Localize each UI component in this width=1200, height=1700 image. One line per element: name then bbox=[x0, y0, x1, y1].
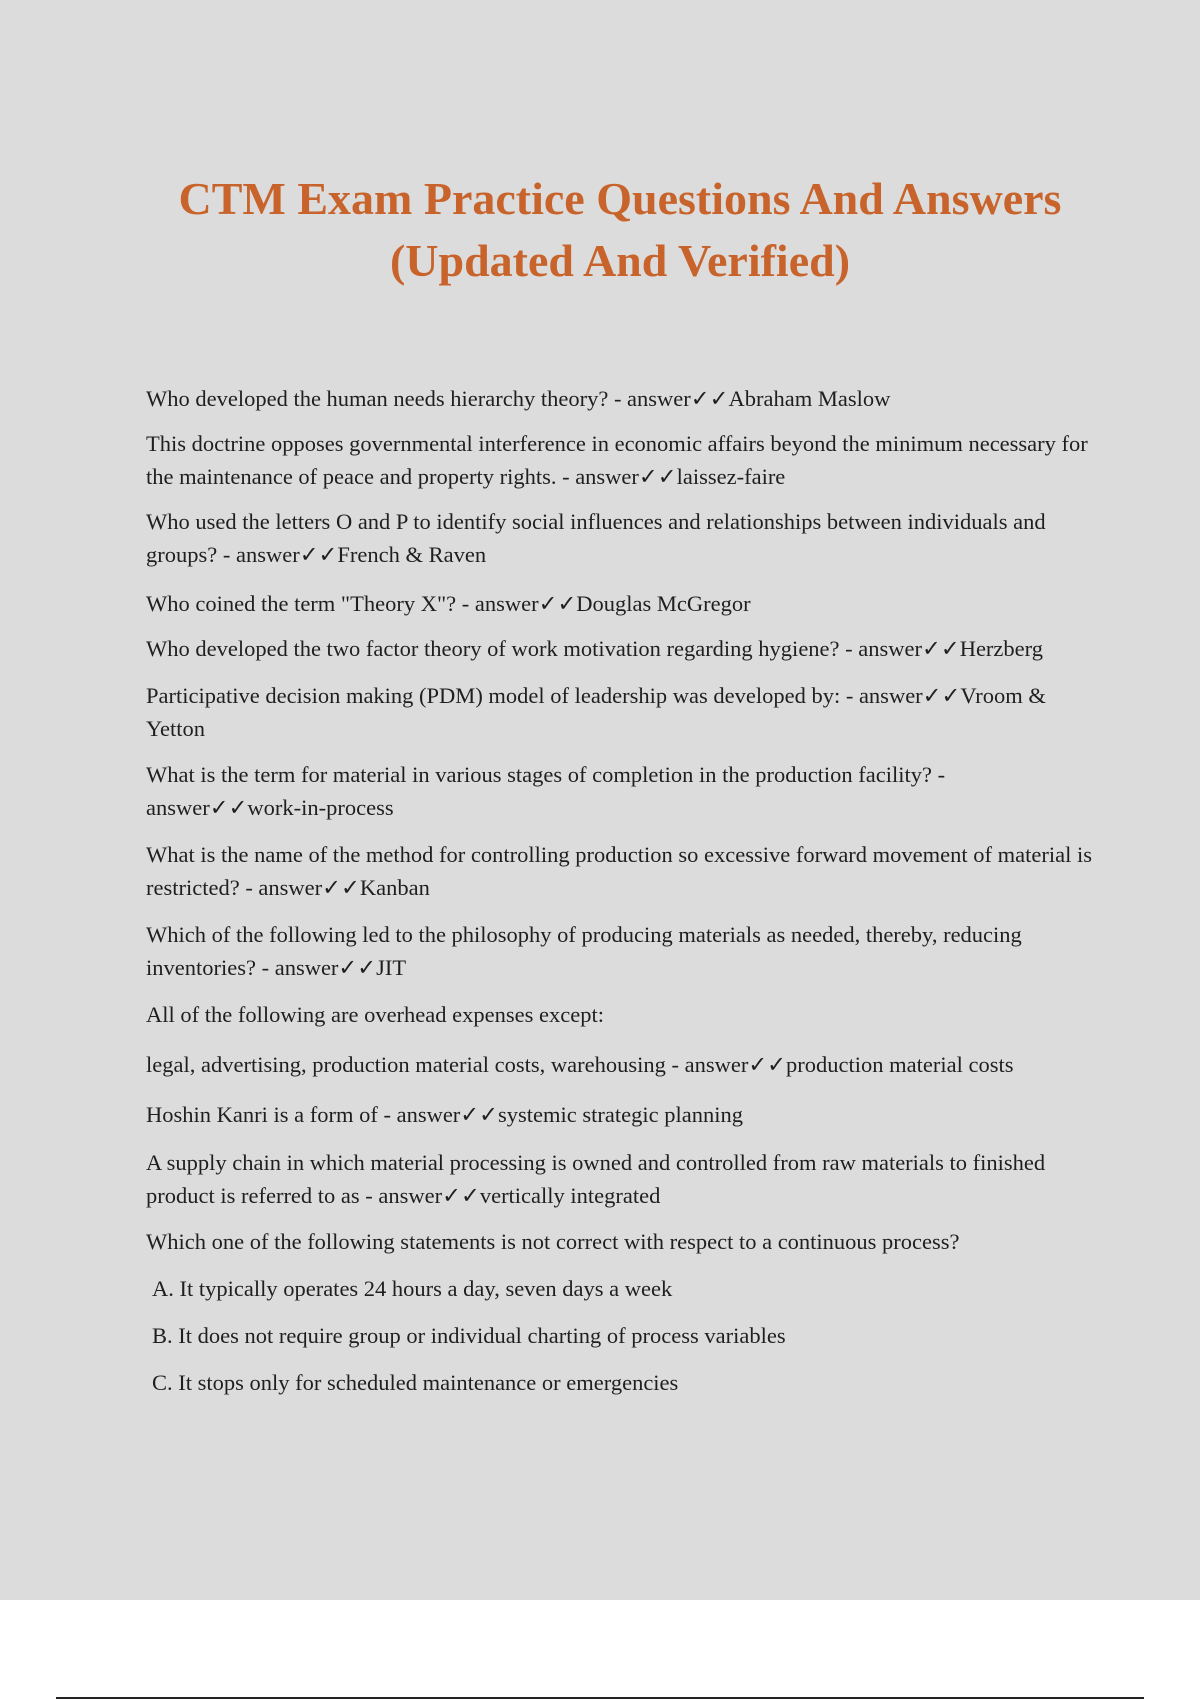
qa-item: This doctrine opposes governmental interference in economic affairs beyond the minimum necessary for the maintenance of peace and property rights. - answer✓✓laissez-faire bbox=[146, 431, 1088, 489]
qa-item: Who used the letters O and P to identify social influences and relationships between individuals and groups? - answer✓✓French & Raven bbox=[146, 509, 1046, 567]
option-b: B. It does not require group or individual charting of process variables bbox=[152, 1323, 786, 1348]
option-a: A. It typically operates 24 hours a day, seven days a week bbox=[152, 1276, 673, 1301]
qa-item: Hoshin Kanri is a form of - answer✓✓systemic strategic planning bbox=[146, 1102, 743, 1127]
qa-list bbox=[146, 382, 1101, 1413]
page-title bbox=[100, 168, 1140, 292]
option-c: C. It stops only for scheduled maintenance or emergencies bbox=[152, 1370, 679, 1395]
title-line-2: (Updated And Verified) bbox=[389, 235, 851, 286]
qa-item: Who coined the term "Theory X"? - answer✓✓Douglas McGregor bbox=[146, 591, 751, 616]
qa-item: All of the following are overhead expenses except: bbox=[146, 1002, 604, 1027]
qa-item: What is the term for material in various stages of completion in the production facility? - answer✓✓work-in-process bbox=[146, 762, 946, 820]
qa-item: Which one of the following statements is not correct with respect to a continuous process? bbox=[146, 1229, 960, 1254]
footer-rule bbox=[56, 1697, 1144, 1699]
qa-item: What is the name of the method for controlling production so excessive forward movement of material is restricted? - answer✓✓Kanban bbox=[146, 842, 1092, 900]
qa-item: legal, advertising, production material costs, warehousing - answer✓✓production material costs bbox=[146, 1052, 1014, 1077]
qa-item: Which of the following led to the philosophy of producing materials as needed, thereby, reducing inventories? - answer✓✓JIT bbox=[146, 922, 1022, 980]
qa-item: Participative decision making (PDM) model of leadership was developed by: - answer✓✓Vroom & Yetton bbox=[146, 683, 1046, 741]
qa-item: Who developed the human needs hierarchy theory? - answer✓✓Abraham Maslow bbox=[146, 386, 891, 411]
qa-item: Who developed the two factor theory of work motivation regarding hygiene? - answer✓✓Herzberg bbox=[146, 636, 1043, 661]
title-line-1: CTM Exam Practice Questions And Answers bbox=[178, 173, 1062, 224]
qa-item: A supply chain in which material processing is owned and controlled from raw materials to finished product is referred to as - answer✓✓vertically integrated bbox=[146, 1150, 1046, 1208]
